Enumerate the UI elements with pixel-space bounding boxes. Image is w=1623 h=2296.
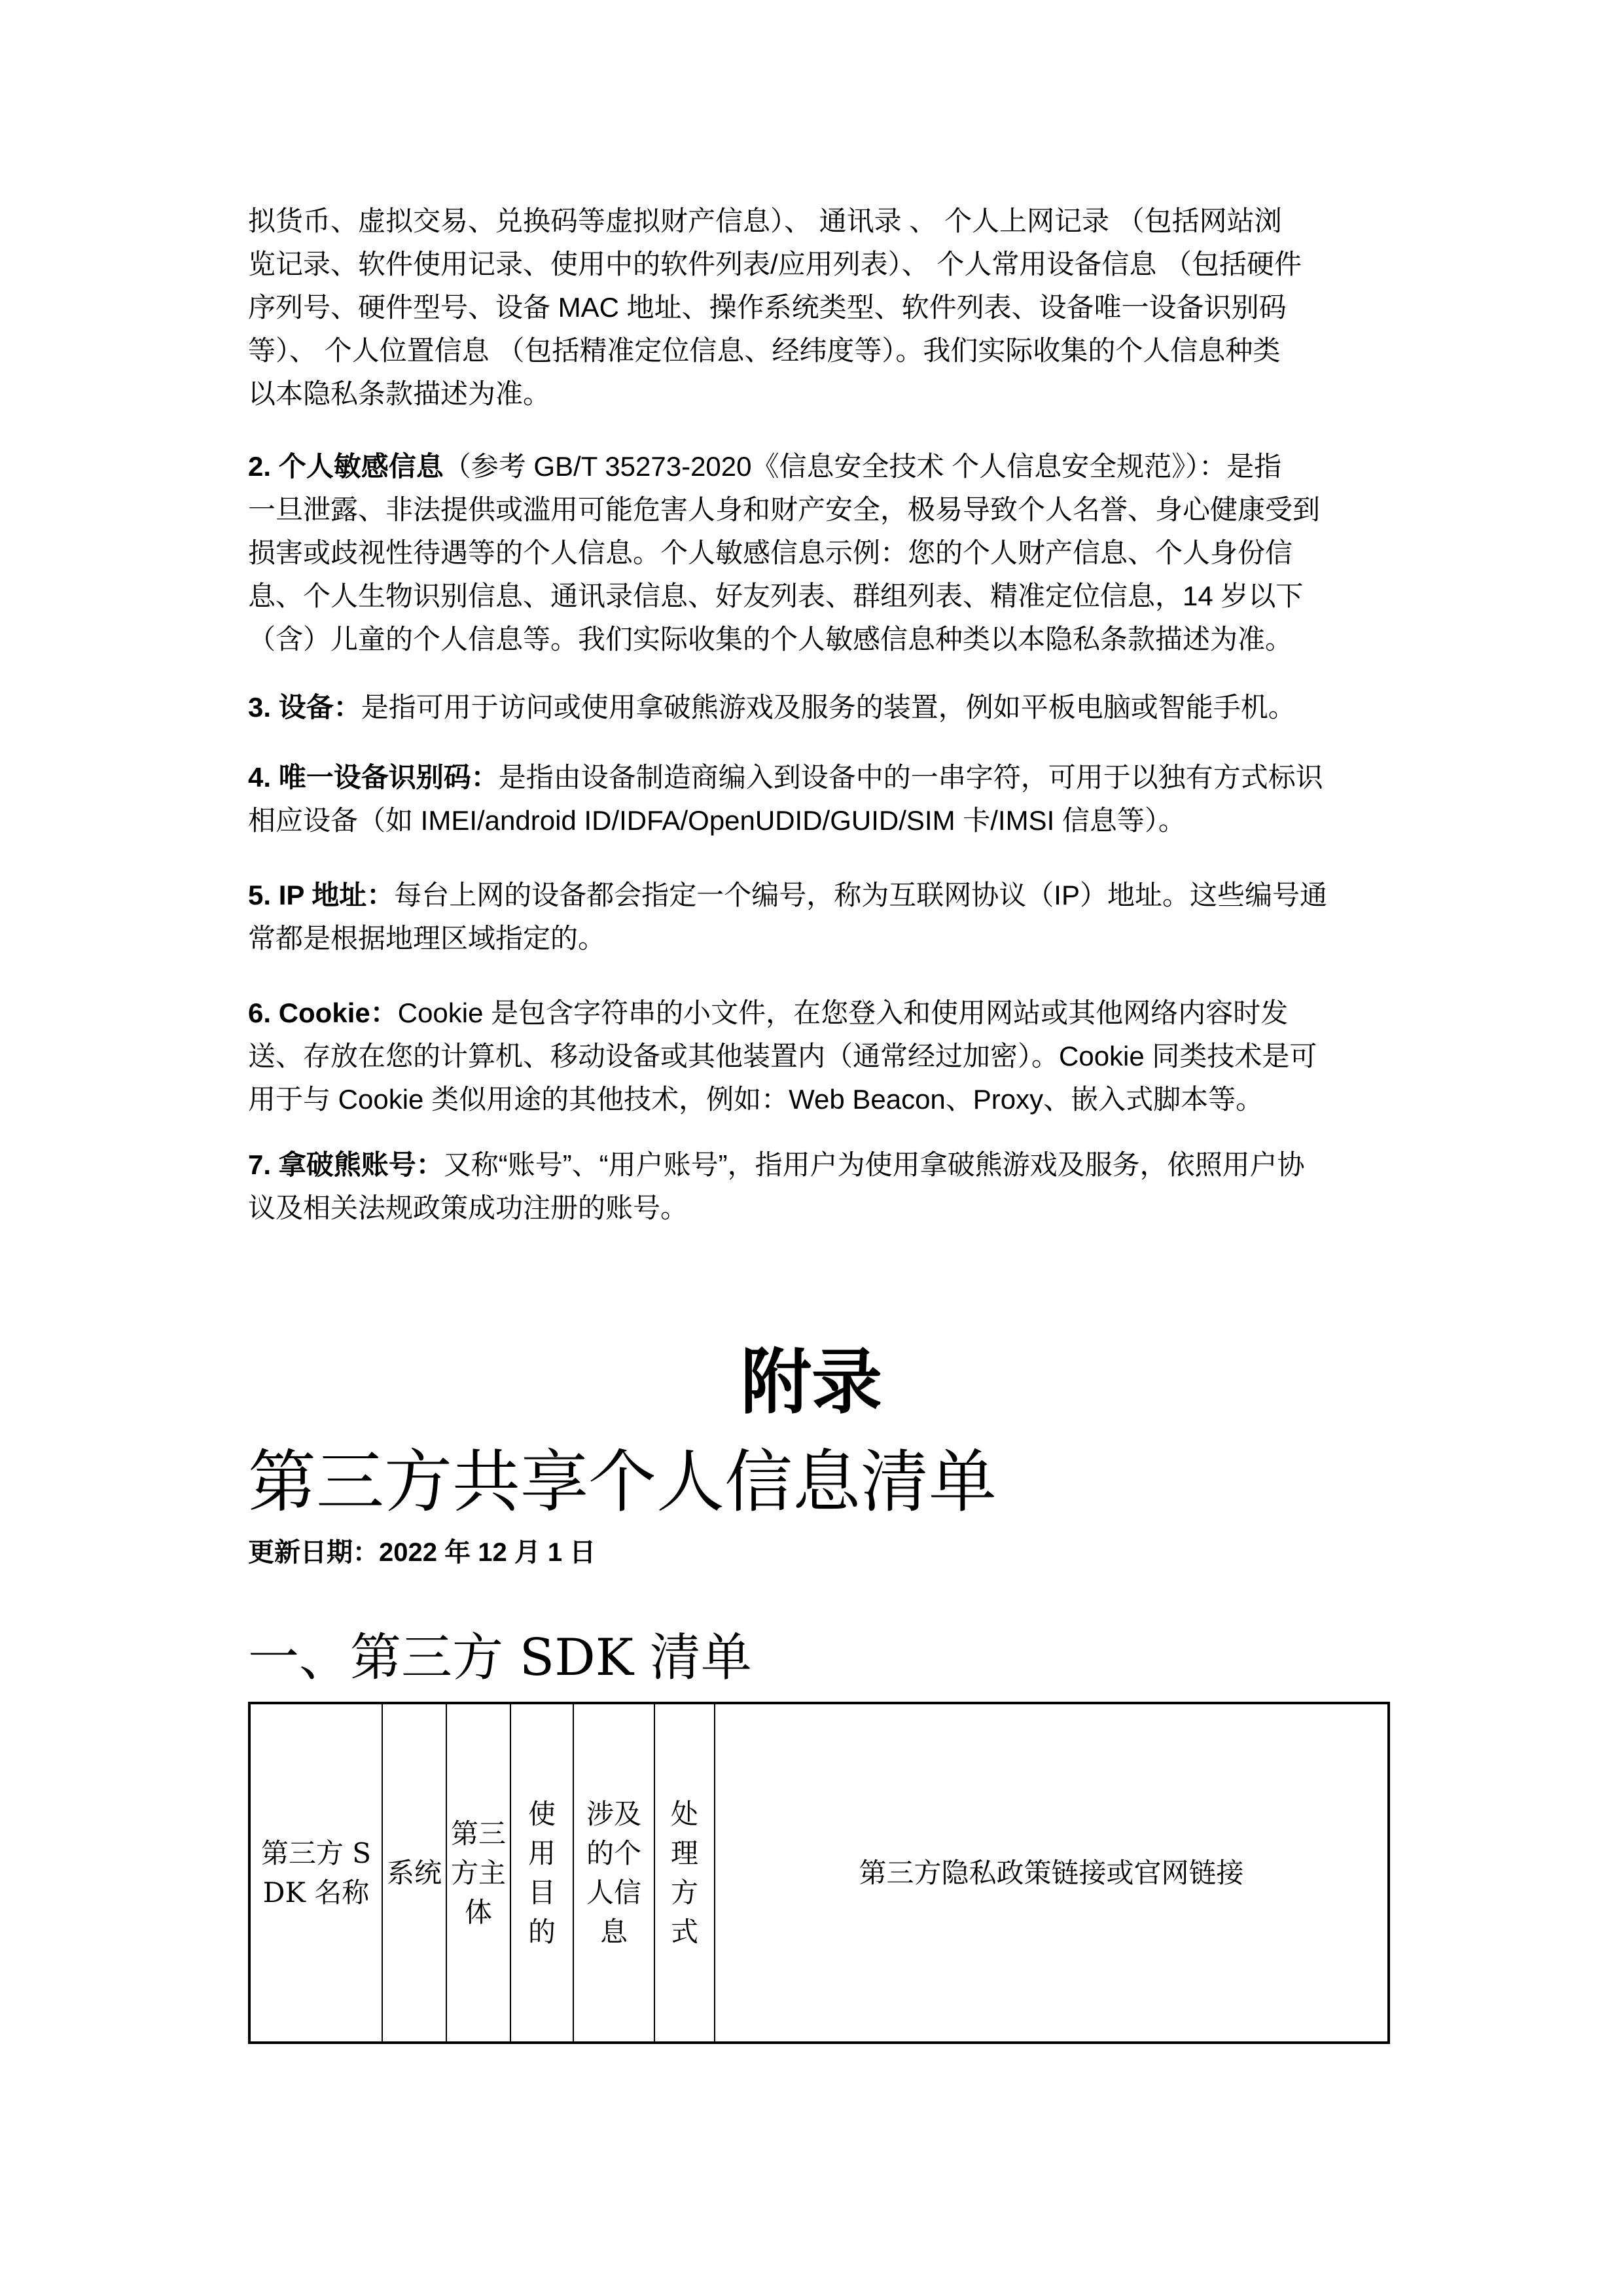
paragraph-line — [248, 243, 1390, 286]
paragraph-line — [248, 575, 1390, 618]
header-sdk-name: 第三方 SDK 名称 — [249, 1703, 382, 2043]
line-text: 拟货币、虚拟交易、兑换码等虚拟财产信息）、 通讯录 、 个人上网记录 （包括网站浏 — [248, 206, 1282, 236]
line-text: 是指由设备制造商编入到设备中的一串字符，可用于以独有方式标识 — [498, 762, 1323, 793]
paragraph-line — [248, 686, 1390, 729]
paragraph — [248, 756, 1390, 842]
header-system: 系统 — [382, 1703, 446, 2043]
line-text: 又称“账号”、“用户账号”，指用户为使用拿破熊游戏及服务，依照用户协 — [443, 1149, 1305, 1180]
paragraph-line — [248, 1187, 1390, 1230]
paragraph — [248, 1143, 1390, 1230]
appendix-heading: 附录 — [740, 1342, 882, 1424]
line-text: 一旦泄露、非法提供或滥用可能危害人身和财产安全，极易导致个人名誉、身心健康受到 — [248, 494, 1321, 525]
line-text: 序列号、硬件型号、设备 MAC 地址、操作系统类型、软件列表、设备唯一设备识别码 — [248, 292, 1287, 323]
term-label: 3. 设备： — [248, 692, 361, 723]
sdk-table — [248, 1702, 1390, 2044]
line-text: （含）儿童的个人信息等。我们实际收集的个人敏感信息种类以本隐私条款描述为准。 — [248, 624, 1293, 655]
term-label: 4. 唯一设备识别码： — [248, 762, 499, 793]
line-text: （参考 GB/T 35273-2020《信息安全技术 个人信息安全规范》）：是指 — [443, 451, 1282, 482]
line-text: 息、个人生物识别信息、通讯录信息、好友列表、群组列表、精准定位信息，14 岁以下 — [248, 581, 1304, 611]
line-text: 议及相关法规政策成功注册的账号。 — [248, 1193, 688, 1223]
line-text: 用于与 Cookie 类似用途的其他技术，例如：Web Beacon、Proxy、嵌入式脚本等。 — [248, 1084, 1264, 1115]
paragraph-line — [248, 618, 1390, 661]
paragraph-line — [248, 372, 1390, 416]
paragraph — [248, 200, 1390, 416]
header-privacy-link: 第三方隐私政策链接或官网链接 — [715, 1703, 1389, 2043]
paragraph-line — [248, 799, 1390, 842]
header-third-party: 第三方主体 — [446, 1703, 510, 2043]
update-date: 更新日期：2022 年 12 月 1 日 — [248, 1538, 596, 1567]
line-text: 损害或歧视性待遇等的个人信息。个人敏感信息示例：您的个人财产信息、个人身份信 — [248, 537, 1293, 568]
header-processing: 处理方式 — [654, 1703, 715, 2043]
line-text: 等）、 个人位置信息 （包括精准定位信息、经纬度等）。我们实际收集的个人信息种类 — [248, 335, 1281, 366]
line-text: 常都是根据地理区域指定的。 — [248, 923, 606, 954]
paragraph-line — [248, 874, 1390, 917]
line-text: 览记录、软件使用记录、使用中的软件列表/应用列表）、 个人常用设备信息 （包括硬件 — [248, 249, 1302, 279]
line-text: 相应设备（如 IMEI/android ID/IDFA/OpenUDID/GUID/SIM 卡/IMSI 信息等）。 — [248, 805, 1186, 836]
page-title: 第三方共享个人信息清单 — [248, 1442, 997, 1522]
line-text: 每台上网的设备都会指定一个编号，称为互联网协议（IP）地址。这些编号通 — [394, 880, 1327, 910]
header-purpose: 使用目的 — [510, 1703, 573, 2043]
term-label: 2. 个人敏感信息 — [248, 451, 444, 482]
term-label: 5. IP 地址： — [248, 880, 395, 910]
paragraph-line — [248, 445, 1390, 488]
term-label: 7. 拿破熊账号： — [248, 1149, 444, 1180]
line-text: 以本隐私条款描述为准。 — [248, 378, 551, 409]
paragraph — [248, 445, 1390, 661]
paragraph-line — [248, 531, 1390, 575]
paragraph-line — [248, 488, 1390, 531]
paragraph — [248, 874, 1390, 960]
line-text: 送、存放在您的计算机、移动设备或其他装置内（通常经过加密）。Cookie 同类技术是可 — [248, 1041, 1317, 1071]
paragraph — [248, 992, 1390, 1121]
paragraph-line — [248, 286, 1390, 329]
paragraph-line — [248, 200, 1390, 243]
term-label: 6. Cookie： — [248, 997, 398, 1028]
paragraph-line — [248, 1078, 1390, 1121]
paragraph-line — [248, 1035, 1390, 1078]
paragraph-line — [248, 329, 1390, 372]
paragraph-line — [248, 756, 1390, 799]
paragraph-line — [248, 992, 1390, 1035]
table-header-row — [249, 1703, 1389, 2043]
paragraph-line — [248, 917, 1390, 960]
line-text: 是指可用于访问或使用拿破熊游戏及服务的装置，例如平板电脑或智能手机。 — [361, 692, 1296, 723]
line-text: Cookie 是包含字符串的小文件，在您登入和使用网站或其他网络内容时发 — [397, 997, 1289, 1028]
section-heading: 一、第三方 SDK 清单 — [248, 1628, 752, 1687]
paragraph-line — [248, 1143, 1390, 1187]
paragraph — [248, 686, 1390, 729]
header-personal-info: 涉及的个人信息 — [573, 1703, 654, 2043]
